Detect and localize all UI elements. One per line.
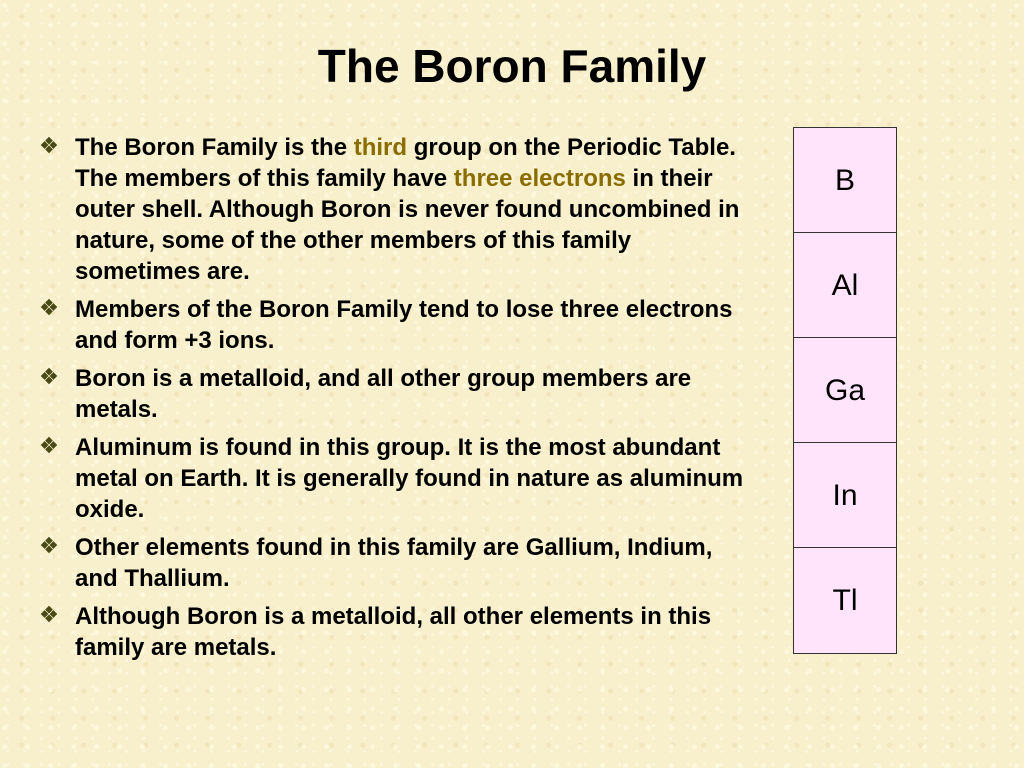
slide-title: The Boron Family: [317, 40, 707, 92]
bullet-item: [38, 363, 750, 425]
bullet-text: [75, 434, 743, 523]
bullet-item: [38, 132, 750, 287]
diamond-bullet-icon: [38, 603, 60, 625]
bullet-item: [38, 532, 750, 594]
bullet-text-segment: Members of the Boron Family tend to lose three electrons and form +3 ions.: [75, 296, 733, 354]
bullet-text: [75, 296, 732, 354]
highlighted-term: three electrons: [453, 165, 626, 192]
bullet-text: [75, 365, 691, 423]
bullet-list: [38, 132, 750, 670]
bullet-text-segment: in their outer shell. Although Boron is never found uncombined in nature, some of the other members of this family sometimes are.: [75, 165, 740, 285]
diamond-bullet-icon: [38, 365, 60, 387]
diamond-bullet-icon: [38, 296, 60, 318]
bullet-text: [75, 134, 739, 285]
element-table: [793, 127, 897, 654]
bullet-text: [75, 603, 711, 661]
diamond-bullet-icon: [38, 134, 60, 156]
bullet-item: [38, 294, 750, 356]
diamond-bullet-icon: [38, 434, 60, 456]
bullet-text-segment: The Boron Family is the: [75, 134, 354, 161]
bullet-item: [38, 432, 750, 525]
element-cell-b: B: [794, 128, 896, 233]
bullet-text-segment: group on the Periodic Table. The members of this family have: [75, 134, 736, 192]
bullet-text-segment: Boron is a metalloid, and all other group members are metals.: [75, 365, 692, 423]
element-cell-tl: Tl: [832, 584, 858, 617]
bullet-text-segment: Other elements found in this family are Gallium, Indium, and Thallium.: [75, 534, 713, 592]
element-cell-ga: Ga: [794, 338, 896, 443]
bullet-text-segment: Although Boron is a metalloid, all other elements in this family are metals.: [75, 603, 712, 661]
bullet-text: [75, 534, 712, 592]
bullet-item: [38, 601, 750, 663]
element-cell-in: In: [794, 443, 896, 548]
element-cell-al: Al: [794, 233, 896, 338]
diamond-bullet-icon: [38, 534, 60, 556]
highlighted-term: third: [353, 134, 408, 161]
bullet-text-segment: Aluminum is found in this group. It is the most abundant metal on Earth. It is generally found in nature as aluminum oxide.: [75, 434, 744, 523]
